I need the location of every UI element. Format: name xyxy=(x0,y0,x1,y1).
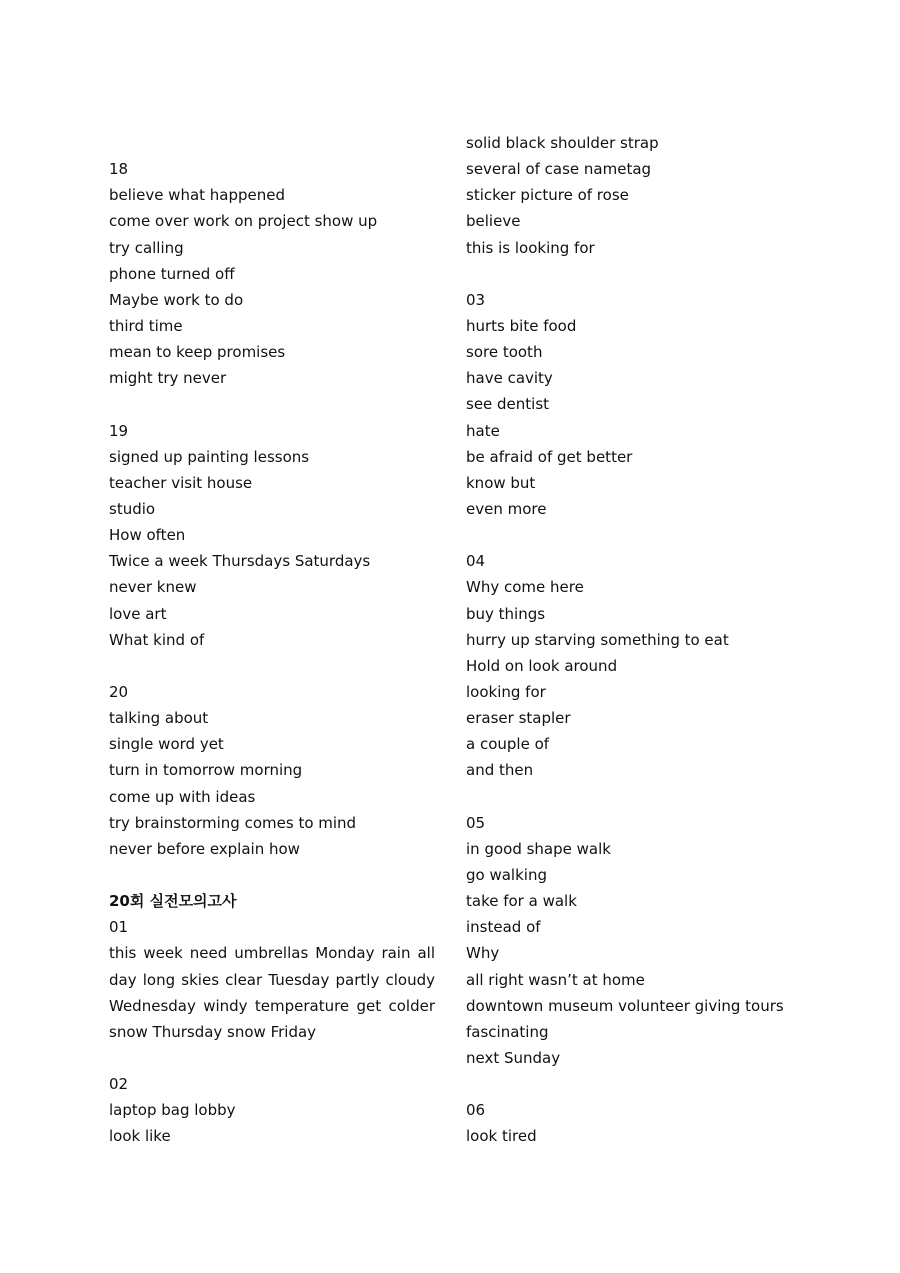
phrase-line: hate xyxy=(466,421,500,440)
section-number: 06 xyxy=(466,1101,486,1120)
phrase-line: try brainstorming comes to mind xyxy=(109,813,357,832)
spacer xyxy=(466,261,796,287)
phrase-line: know but xyxy=(466,473,536,492)
phrase-line: third time xyxy=(109,316,183,335)
spacer xyxy=(466,1071,796,1097)
section-number: 01 xyxy=(109,918,129,937)
phrase-line: look like xyxy=(109,1127,171,1146)
phrase-line: look tired xyxy=(466,1127,537,1146)
phrase-line: believe what happened xyxy=(109,186,286,205)
spacer xyxy=(109,391,435,417)
spacer xyxy=(466,522,796,548)
phrase-line: What kind of xyxy=(109,630,205,649)
phrase-line: try calling xyxy=(109,238,184,257)
spacer xyxy=(466,784,796,810)
section-number: 19 xyxy=(109,421,129,440)
phrase-line: see dentist xyxy=(466,395,550,414)
phrase-line: hurry up starving something to eat xyxy=(466,630,729,649)
phrase-line: phone turned off xyxy=(109,264,235,283)
phrase-line: buy things xyxy=(466,604,546,623)
section-number: 03 xyxy=(466,290,486,309)
phrase-line: studio xyxy=(109,499,156,518)
right-column xyxy=(466,130,796,1149)
phrase-line: never knew xyxy=(109,578,197,597)
phrase-line: signed up painting lessons xyxy=(109,447,310,466)
phrase-line: and then xyxy=(466,761,534,780)
phrase-line: sore tooth xyxy=(466,343,543,362)
phrase-line: all right wasn’t at home xyxy=(466,970,645,989)
spacer xyxy=(109,862,435,888)
phrase-line: Why xyxy=(466,944,500,963)
phrase-line: talking about xyxy=(109,709,209,728)
phrase-line: never before explain how xyxy=(109,839,300,858)
phrase-line: in good shape walk xyxy=(466,839,611,858)
spacer xyxy=(109,130,435,156)
phrase-line: solid black shoulder strap xyxy=(466,134,659,152)
phrase-line: Maybe work to do xyxy=(109,290,244,309)
phrase-line: go walking xyxy=(466,865,547,884)
phrase-line: a couple of xyxy=(466,735,550,754)
justified-paragraph: this week need umbrellas Monday rain all day long skies clear Tuesday partly cloudy Wednesday windy temperature get colder snow Thursday snow Friday xyxy=(109,944,435,1041)
phrase-line: come up with ideas xyxy=(109,787,256,806)
phrase-line: believe xyxy=(466,212,521,231)
spacer xyxy=(109,653,435,679)
phrase-line: looking for xyxy=(466,682,546,701)
phrase-line: Why come here xyxy=(466,578,584,597)
section-number: 18 xyxy=(109,160,129,179)
phrase-line: even more xyxy=(466,499,547,518)
phrase-line: have cavity xyxy=(466,369,553,388)
phrase-line: sticker picture of rose xyxy=(466,186,629,205)
phrase-line: eraser stapler xyxy=(466,709,571,728)
phrase-line: instead of xyxy=(466,918,541,937)
section-number: 04 xyxy=(466,552,486,571)
phrase-line: come over work on project show up xyxy=(109,212,378,231)
section-number: 20 xyxy=(109,682,129,701)
phrase-line: mean to keep promises xyxy=(109,343,286,362)
phrase-line: hurts bite food xyxy=(466,316,577,335)
phrase-line: take for a walk xyxy=(466,892,577,911)
phrase-line: next Sunday xyxy=(466,1048,561,1067)
left-column xyxy=(109,130,435,1150)
phrase-line: several of case nametag xyxy=(466,160,652,179)
phrase-line: be afraid of get better xyxy=(466,447,633,466)
phrase-line: Twice a week Thursdays Saturdays xyxy=(109,552,371,571)
phrase-line: downtown museum volunteer giving tours xyxy=(466,996,784,1015)
phrase-line: fascinating xyxy=(466,1022,549,1041)
phrase-line: turn in tomorrow morning xyxy=(109,761,303,780)
spacer xyxy=(109,1045,435,1071)
phrase-line: might try never xyxy=(109,369,227,388)
section-number: 05 xyxy=(466,813,486,832)
phrase-line: How often xyxy=(109,526,186,545)
phrase-line: single word yet xyxy=(109,735,224,754)
phrase-line: laptop bag lobby xyxy=(109,1101,236,1120)
phrase-line: Hold on look around xyxy=(466,656,618,675)
phrase-line: this is looking for xyxy=(466,238,595,257)
section-number: 02 xyxy=(109,1075,129,1094)
phrase-line: love art xyxy=(109,604,167,623)
phrase-line: teacher visit house xyxy=(109,473,253,492)
test-heading: 20회 실전모의고사 xyxy=(109,892,237,911)
